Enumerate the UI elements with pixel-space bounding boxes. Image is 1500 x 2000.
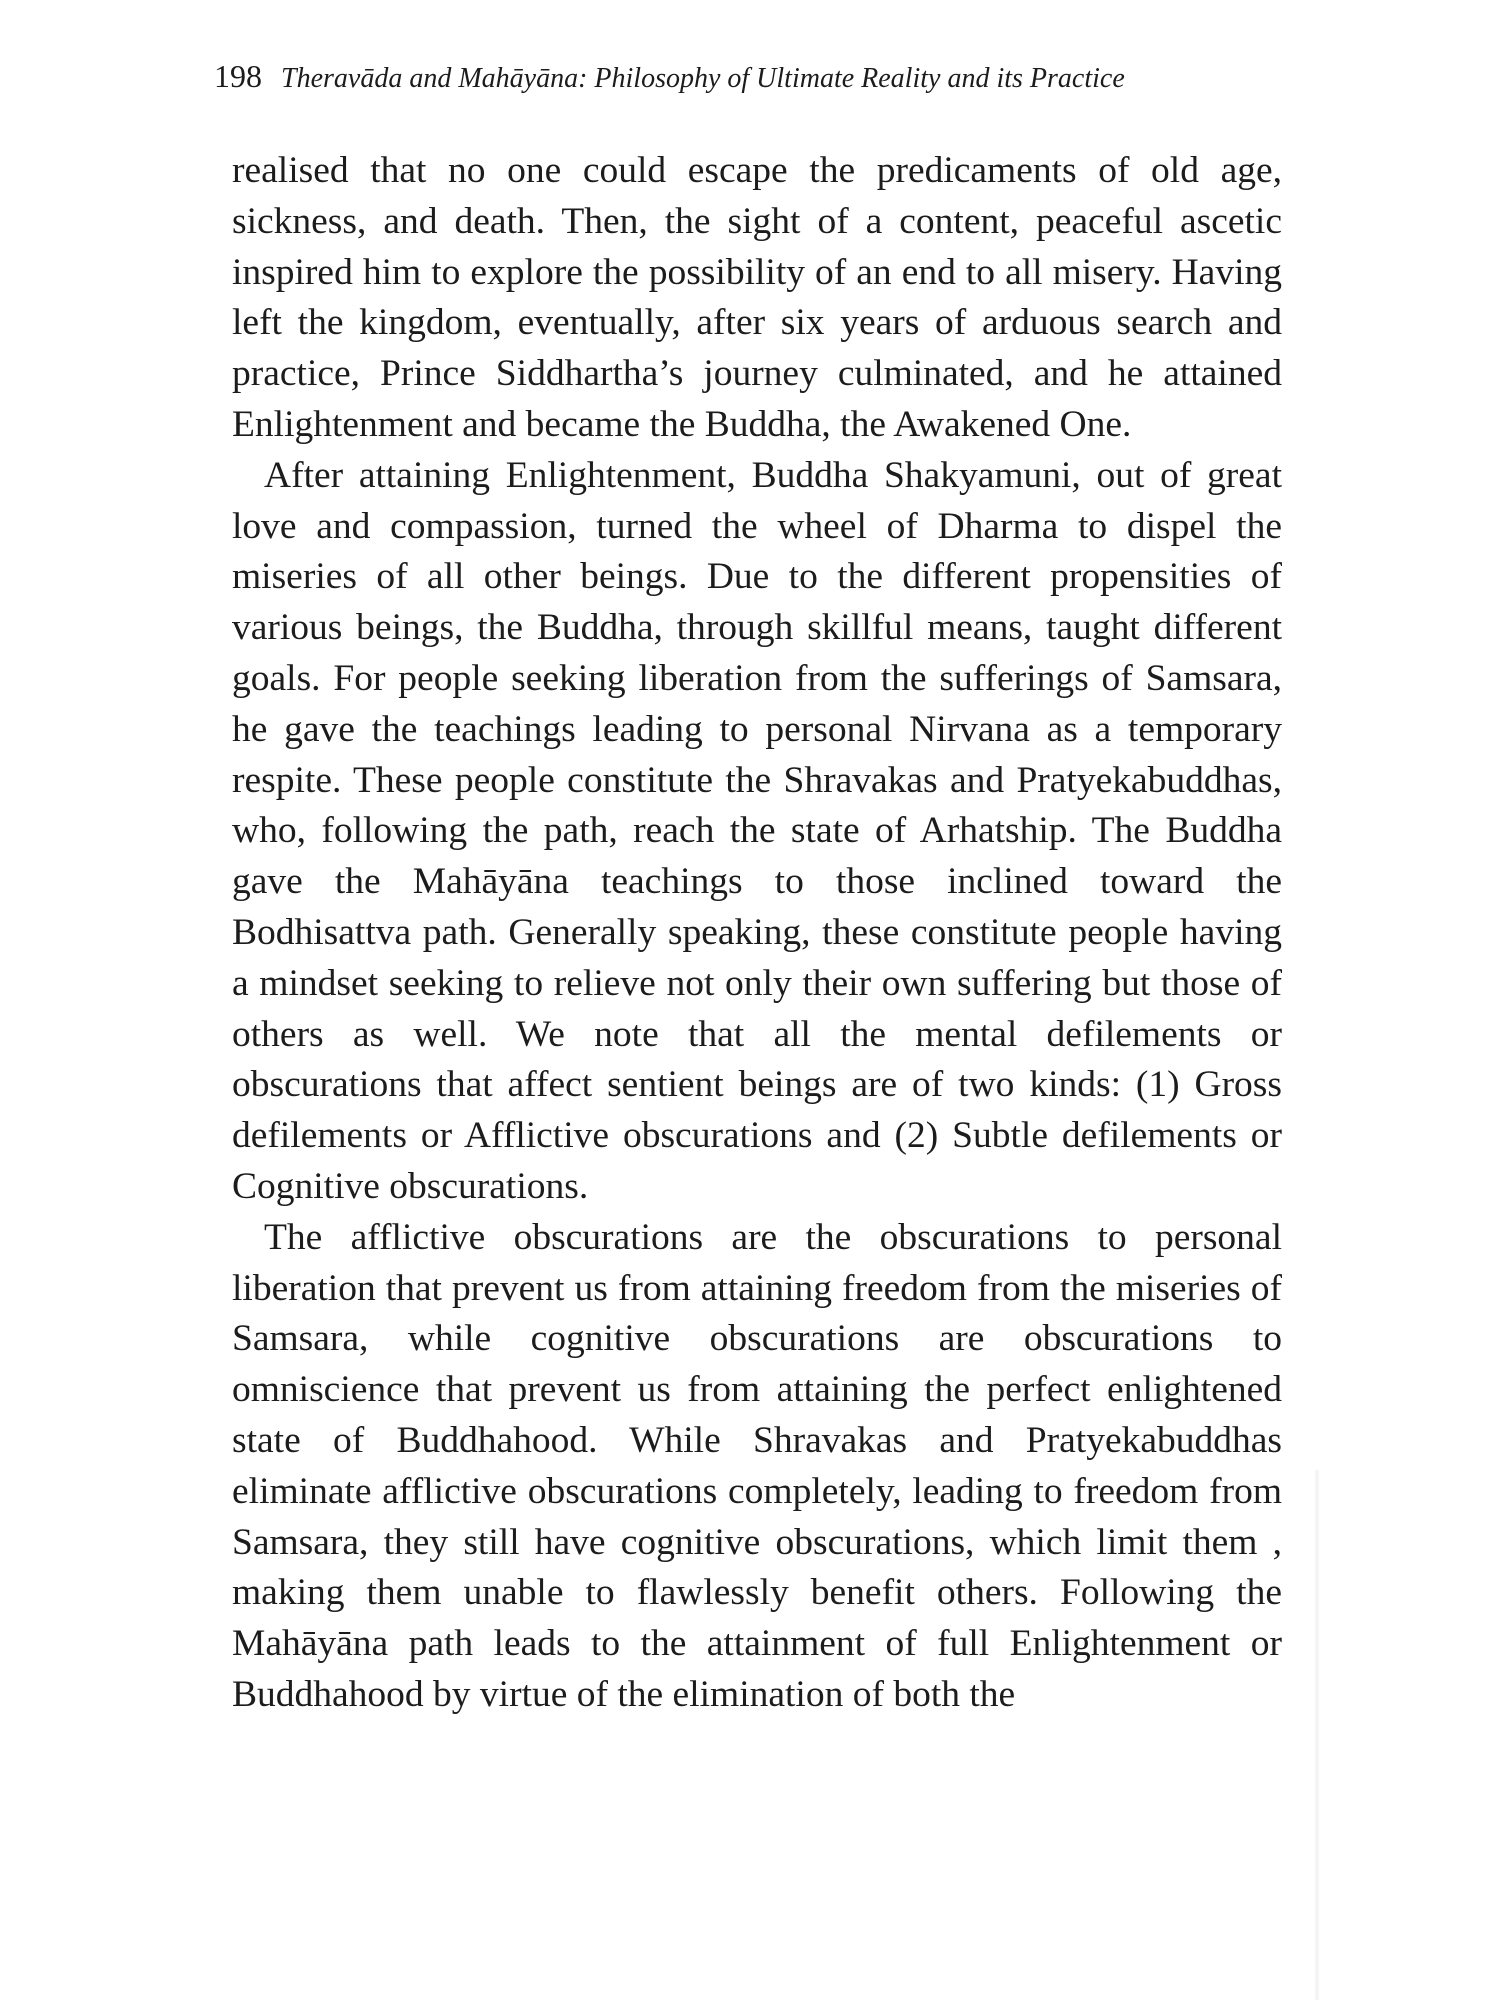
- paragraph-continuation: realised that no one could escape the predicaments of old age, sickness, and death. Then, the sight of a content, peaceful ascetic inspired him to explore the possibility of an end to all misery. Having left the kingdom, eventually, after six years of arduous search and practice, Prince Siddhartha’s journey culminated, and he attained Enlightenment and became the Buddha, the Awakened One.: [232, 150, 1282, 445]
- paragraph: After attaining Enlightenment, Buddha Shakyamuni, out of great love and compassion, turned the wheel of Dharma to dispel the miseries of all other beings. Due to the different propensities of various beings, the Buddha, through skillful means, taught different goals. For people seeking liberation from the sufferings of Samsara, he gave the teachings leading to personal Nirvana as a temporary respite. These people constitute the Shravakas and Pratyekabuddhas, who, following the path, reach the state of Arhatship. The Buddha gave the Mahāyāna teachings to those inclined toward the Bodhisattva path. Generally speaking, these constitute people having a mindset seeking to relieve not only their own suffering but those of others as well. We note that all the mental defilements or obscurations that affect sentient beings are of two kinds: (1) Gross defilements or Afflictive obscurations and (2) Subtle defilements or Cognitive obscurations.: [232, 454, 1282, 1207]
- page-edge-shadow: [1314, 1470, 1320, 2000]
- running-header: [214, 56, 1304, 99]
- page-number: 198: [214, 58, 262, 94]
- running-title: Theravāda and Mahāyāna: Philosophy of Ultimate Reality and its Practice: [281, 63, 1125, 94]
- body-text: [232, 146, 1282, 1721]
- paragraph: The afflictive obscurations are the obscurations to personal liberation that prevent us from attaining freedom from the miseries of Samsara, while cognitive obscurations are obscurations to omniscience that prevent us from attaining the perfect enlightened state of Buddhahood. While Shravakas and Pratyekabuddhas eliminate afflictive obscurations completely, leading to freedom from Samsara, they still have cognitive obscurations, which limit them , making them unable to flawlessly benefit others. Following the Mahāyāna path leads to the attainment of full Enlightenment or Buddhahood by virtue of the elimination of both the: [232, 1216, 1282, 1715]
